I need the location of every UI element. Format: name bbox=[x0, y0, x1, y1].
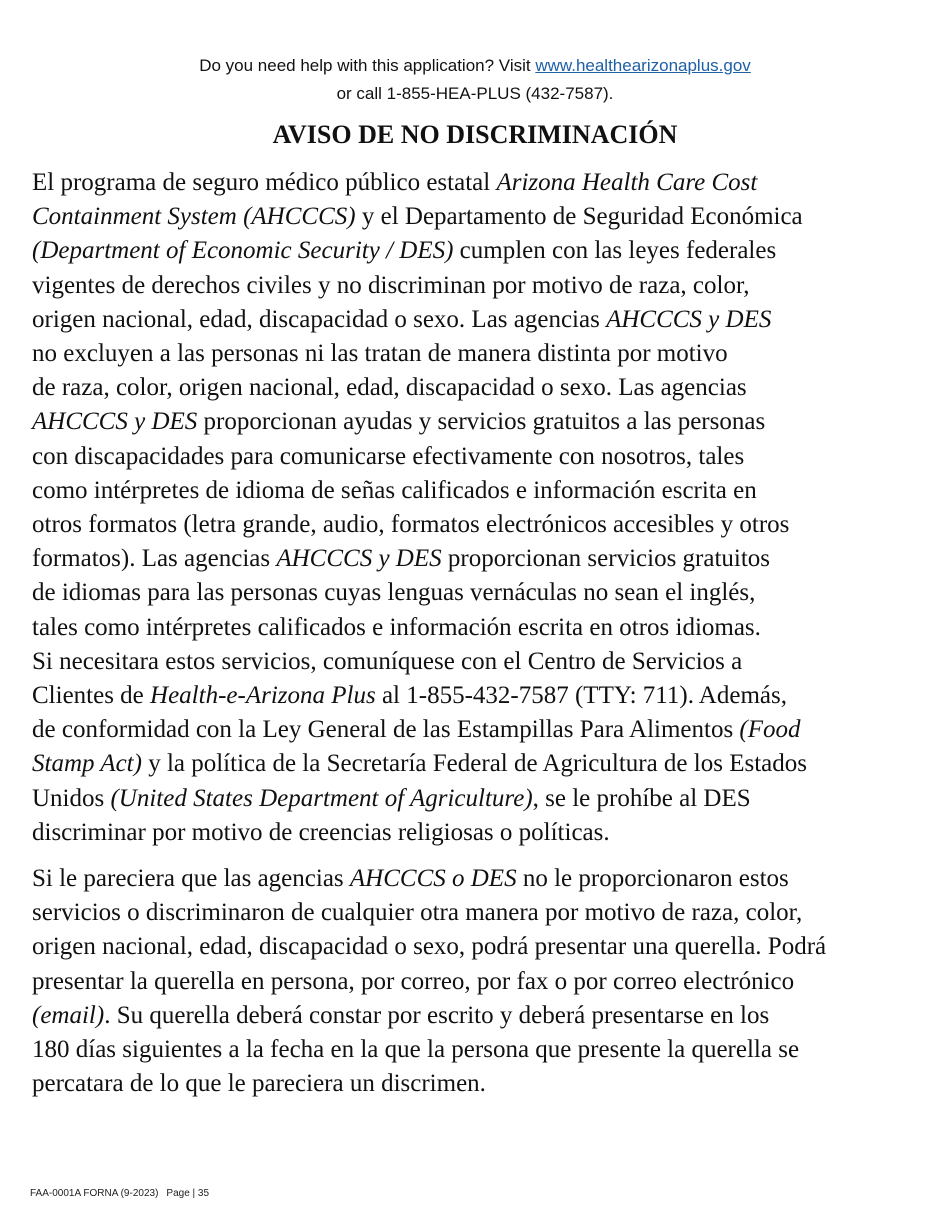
text-line: (email). Su querella deberá constar por escrito y deberá presentarse en los bbox=[32, 1001, 770, 1029]
text-line: (Department of Economic Security / DES) cumplen con las leyes federales bbox=[32, 237, 777, 265]
text-line: como intérpretes de idioma de señas calificados e información escrita en bbox=[32, 476, 757, 504]
help-text: Do you need help with this application? Visit bbox=[199, 56, 536, 75]
website-link[interactable]: www.healthearizonaplus.gov bbox=[535, 56, 751, 75]
text-line: Unidos (United States Department of Agriculture), se le prohíbe al DES bbox=[32, 784, 751, 812]
text-line: otros formatos (letra grande, audio, formatos electrónicos accesibles y otros bbox=[32, 511, 790, 539]
text-line: Si le pareciera que las agencias AHCCCS o DES no le proporcionaron estos bbox=[32, 865, 789, 893]
form-id: FAA-0001A FORNA (9-2023) bbox=[30, 1188, 159, 1199]
text-line: Clientes de Health-e-Arizona Plus al 1-855-432-7587 (TTY: 711). Además, bbox=[32, 682, 787, 710]
text-line: no excluyen a las personas ni las tratan de manera distinta por motivo bbox=[32, 340, 728, 368]
notice-body bbox=[32, 166, 922, 1101]
text-line: Si necesitara estos servicios, comuníquese con el Centro de Servicios a bbox=[32, 647, 743, 675]
text-line: vigentes de derechos civiles y no discriminan por motivo de raza, color, bbox=[32, 271, 750, 299]
text-line: AHCCCS y DES proporcionan ayudas y servicios gratuitos a las personas bbox=[32, 408, 766, 436]
text-line: origen nacional, edad, discapacidad o sexo, podrá presentar una querella. Podrá bbox=[32, 933, 827, 961]
help-header bbox=[0, 52, 950, 108]
text-line: de raza, color, origen nacional, edad, discapacidad o sexo. Las agencias bbox=[32, 374, 747, 402]
call-line: or call 1-855-HEA-PLUS (432-7587). bbox=[336, 84, 614, 103]
text-line: discriminar por motivo de creencias religiosas o políticas. bbox=[32, 818, 610, 846]
text-line: de conformidad con la Ley General de las Estampillas Para Alimentos (Food bbox=[32, 716, 801, 744]
text-line: formatos). Las agencias AHCCCS y DES proporcionan servicios gratuitos bbox=[32, 545, 771, 573]
help-line bbox=[0, 52, 950, 80]
page-footer bbox=[30, 1188, 209, 1199]
text-line: origen nacional, edad, discapacidad o sexo. Las agencias AHCCCS y DES bbox=[32, 305, 772, 333]
page-number: Page | 35 bbox=[166, 1188, 210, 1199]
text-line: de idiomas para las personas cuyas lenguas vernáculas no sean el inglés, bbox=[32, 579, 756, 607]
text-line: servicios o discriminaron de cualquier otra manera por motivo de raza, color, bbox=[32, 899, 803, 927]
text-line: con discapacidades para comunicarse efectivamente con nosotros, tales bbox=[32, 442, 745, 470]
text-line: Containment System (AHCCCS) y el Departamento de Seguridad Económica bbox=[32, 203, 803, 231]
paragraph-2 bbox=[32, 862, 922, 1101]
text-line: El programa de seguro médico público estatal Arizona Health Care Cost bbox=[32, 169, 758, 196]
paragraph-1 bbox=[32, 166, 922, 850]
text-line: tales como intérpretes calificados e información escrita en otros idiomas. bbox=[32, 613, 761, 641]
text-line: 180 días siguientes a la fecha en la que la persona que presente la querella se bbox=[32, 1036, 800, 1064]
text-line: percatara de lo que le pareciera un discrimen. bbox=[32, 1070, 486, 1098]
text-line: presentar la querella en persona, por correo, por fax o por correo electrónico bbox=[32, 967, 795, 995]
page-title: AVISO DE NO DISCRIMINACIÓN bbox=[272, 120, 678, 149]
text-line: Stamp Act) y la política de la Secretaría Federal de Agricultura de los Estados bbox=[32, 750, 807, 778]
